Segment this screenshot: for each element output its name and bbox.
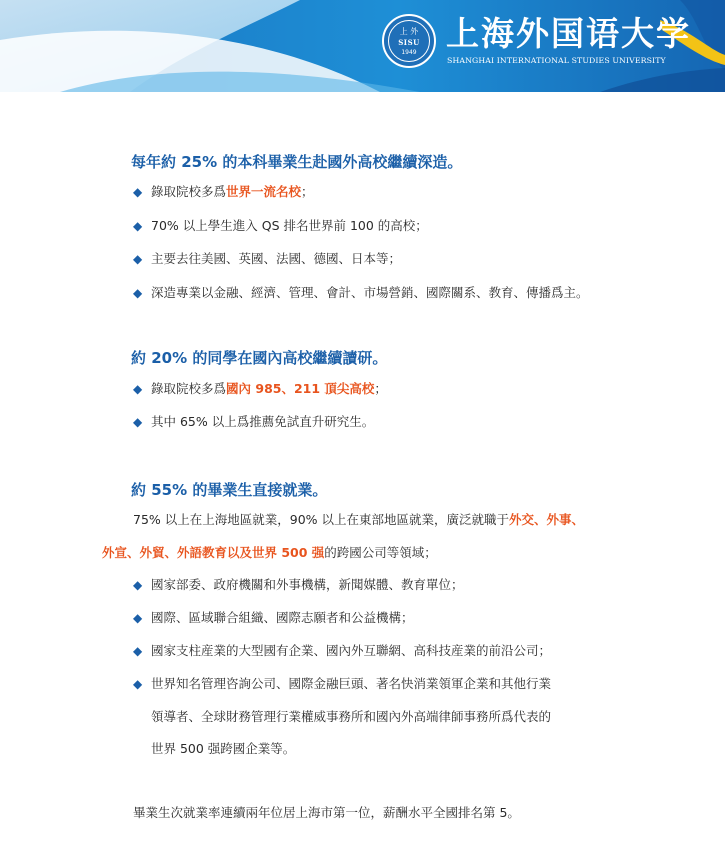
logo-chinese-name: 上海外国语大学: [446, 14, 691, 53]
diamond-bullet-icon: ◆: [133, 611, 143, 625]
diamond-bullet-icon: ◆: [133, 415, 143, 429]
diamond-bullet-icon: ◆: [133, 382, 143, 396]
employment-summary: 畢業生次就業率連續兩年位居上海市第一位，薪酬水平全國排名第 5。: [133, 805, 520, 820]
diamond-bullet-icon: ◆: [133, 286, 143, 300]
section1-item: ◆ 主要去往美國、英國、法國、德國、日本等；: [133, 251, 402, 266]
section3-heading: 約 55% 的畢業生直接就業。: [131, 481, 328, 499]
section3-item: ◆ 世界知名管理咨詢公司、國際金融巨頭、著名快消業領軍企業和其他行業: [133, 676, 552, 691]
section3-item: ◆ 國際、區域聯合組織、國際志願者和公益機構；: [133, 610, 414, 625]
section3-item-continuation: 世界 500 强跨國企業等。: [151, 741, 296, 756]
section3-item: ◆ 國家部委、政府機關和外事機構，新聞媒體、教育單位；: [133, 577, 464, 592]
section3-intro-line1: 75% 以上在上海地區就業，90% 以上在東部地區就業，廣泛就職于外交、外事、: [133, 512, 585, 527]
diamond-bullet-icon: ◆: [133, 677, 143, 691]
diamond-bullet-icon: ◆: [133, 644, 143, 658]
section2-item: ◆ 錄取院校多爲國內 985、211 頂尖高校；: [133, 381, 387, 396]
diamond-bullet-icon: ◆: [133, 252, 143, 266]
university-seal-logo: 上 外 SISU 1949: [382, 14, 436, 68]
section1-item: ◆ 深造專業以金融、經濟、管理、會計、市場營銷、國際關系、教育、傳播爲主。: [133, 285, 589, 300]
diamond-bullet-icon: ◆: [133, 578, 143, 592]
logo-english-name: SHANGHAI INTERNATIONAL STUDIES UNIVERSITY: [447, 56, 666, 65]
section2-item: ◆ 其中 65% 以上爲推薦免試直升研究生。: [133, 414, 375, 429]
section2-heading: 約 20% 的同學在國內高校繼續讀研。: [131, 349, 388, 367]
header-banner: [0, 0, 725, 92]
section1-item: ◆ 錄取院校多爲世界一流名校；: [133, 184, 314, 199]
section3-item-continuation: 領導者、全球財務管理行業權威事務所和國內外高端律師事務所爲代表的: [151, 709, 552, 724]
section3-item: ◆ 國家支柱産業的大型國有企業、國內外互聯網、高科技産業的前沿公司；: [133, 643, 552, 658]
section1-heading: 每年約 25% 的本科畢業生赴國外高校繼續深造。: [131, 153, 463, 171]
section1-item: ◆ 70% 以上學生進入 QS 排名世界前 100 的高校；: [133, 218, 428, 233]
section3-intro-line2: 外宣、外貿、外語教育以及世界 500 强的跨國公司等領域；: [102, 545, 437, 560]
diamond-bullet-icon: ◆: [133, 185, 143, 199]
diamond-bullet-icon: ◆: [133, 219, 143, 233]
